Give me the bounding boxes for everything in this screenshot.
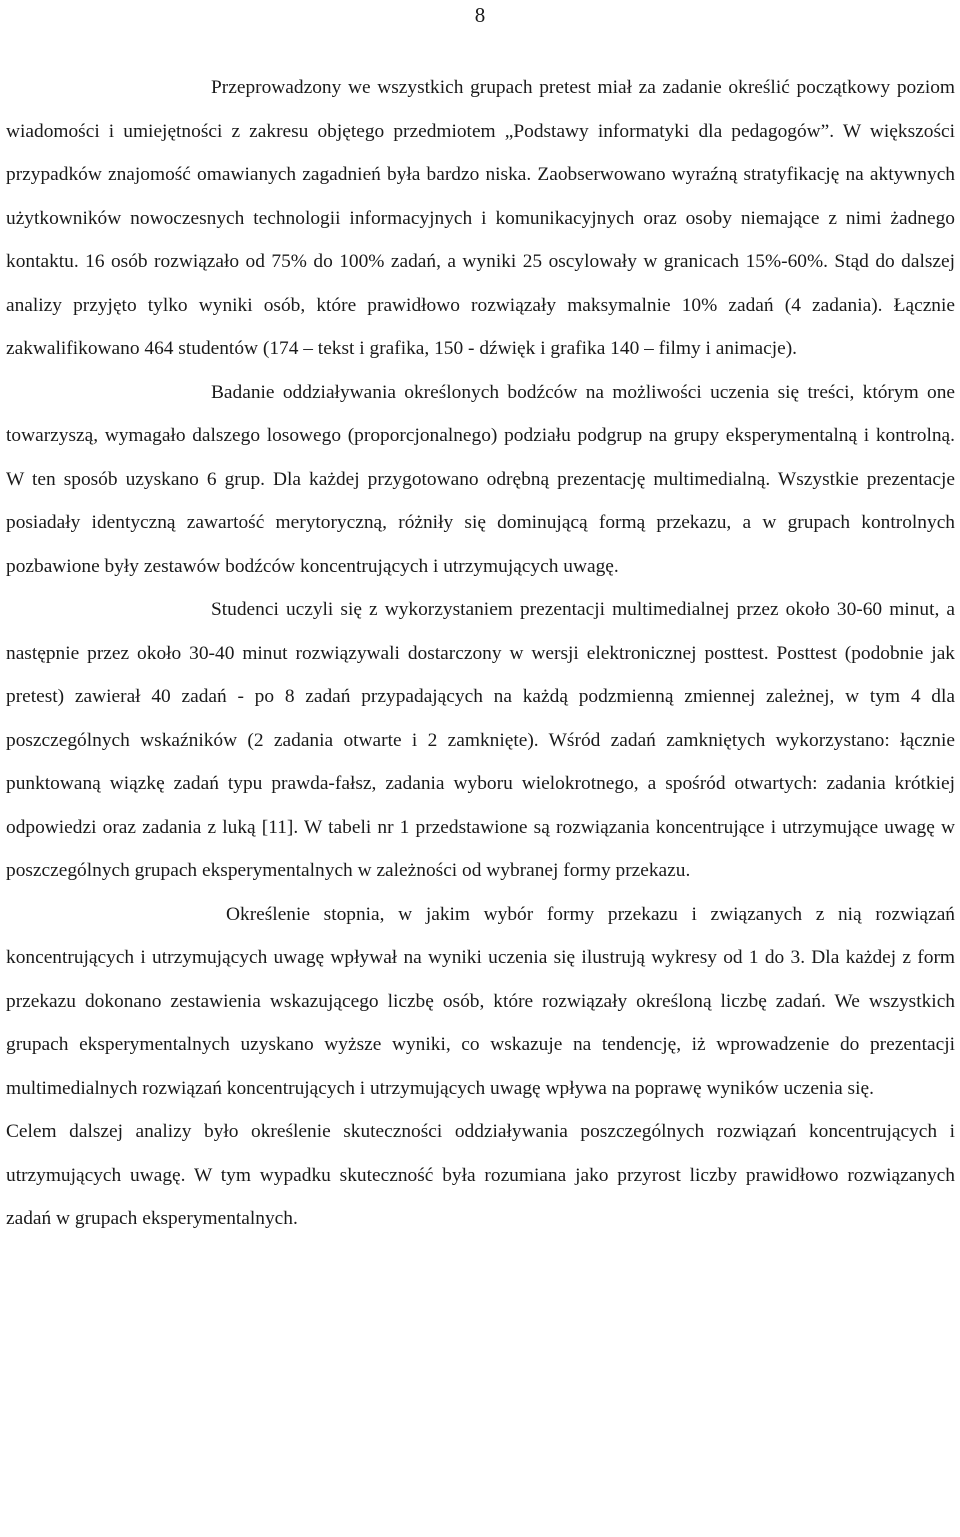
paragraph-posttest: Studenci uczyli się z wykorzystaniem prezentacji multimedialnej przez około 30-60 minut, a następnie przez około 30-40 minut rozwiązywali dostarczony w wersji elektronicznej posttest. Posttest (podobnie jak pretest) zawierał 40 zadań - po 8 zadań przypadających na każdą podzmienną zmiennej zależnej, w tym 4 dla poszczególnych wskaźników (2 zadania otwarte i 2 zamknięte). Wśród zadań zamkniętych wykorzystano: łącznie punktowaną wiązkę zadań typu prawda-fałsz, zadania wyboru wielokrotnego, a spośród otwartych: zadania krótkiej odpowiedzi oraz zadania z luką [11]. W tabeli nr 1 przedstawione są rozwiązania koncentrujące i utrzymujące uwagę w poszczególnych grupach eksperymentalnych w zależności od wybranej formy przekazu. xyxy=(6,599,955,881)
paragraph-effectiveness: Celem dalszej analizy było określenie skuteczności oddziaływania poszczególnych rozwiązań koncentrujących i utrzymujących uwagę. W tym wypadku skuteczność była rozumiana jako przyrost liczby prawidłowo rozwiązanych zadań w grupach eksperymentalnych. xyxy=(6,1121,955,1229)
page-number: 8 xyxy=(474,3,486,27)
document-body xyxy=(6,66,955,1241)
paragraph-results: Określenie stopnia, w jakim wybór formy przekazu i związanych z nią rozwiązań koncentrujących i utrzymujących uwagę wpływał na wyniki uczenia się ilustrują wykresy od 1 do 3. Dla każdej z form przekazu dokonano zestawienia wskazującego liczbę osób, które rozwiązały określoną liczbę zadań. We wszystkich grupach eksperymentalnych uzyskano wyższe wyniki, co wskazuje na tendencję, iż wprowadzenie do prezentacji multimedialnych rozwiązań koncentrujących i utrzymujących uwagę wpływa na poprawę wyników uczenia się. xyxy=(6,903,955,1099)
paragraph-pretest: Przeprowadzony we wszystkich grupach pretest miał za zadanie określić początkowy poziom wiadomości i umiejętności z zakresu objętego przedmiotem „Podstawy informatyki dla pedagogów”. W większości przypadków znajomość omawianych zagadnień była bardzo niska. Zaobserwowano wyraźną stratyfikację na aktywnych użytkowników nowoczesnych technologii informacyjnych i komunikacyjnych oraz osoby niemające z nimi żadnego kontaktu. 16 osób rozwiązało od 75% do 100% zadań, a wyniki 25 oscylowały w granicach 15%-60%. Stąd do dalszej analizy przyjęto tylko wyniki osób, które prawidłowo rozwiązały maksymalnie 10% zadań (4 zadania). Łącznie zakwalifikowano 464 studentów (174 – tekst i grafika, 150 - dźwięk i grafika 140 – filmy i animacje). xyxy=(6,77,955,359)
paragraph-stimuli-study: Badanie oddziaływania określonych bodźców na możliwości uczenia się treści, którym one towarzyszą, wymagało dalszego losowego (proporcjonalnego) podziału podgrup na grupy eksperymentalną i kontrolną. W ten sposób uzyskano 6 grup. Dla każdej przygotowano odrębną prezentację multimedialną. Wszystkie prezentacje posiadały identyczną zawartość merytoryczną, różniły się dominującą formą przekazu, a w grupach kontrolnych pozbawione były zestawów bodźców koncentrujących i utrzymujących uwagę. xyxy=(6,381,955,577)
